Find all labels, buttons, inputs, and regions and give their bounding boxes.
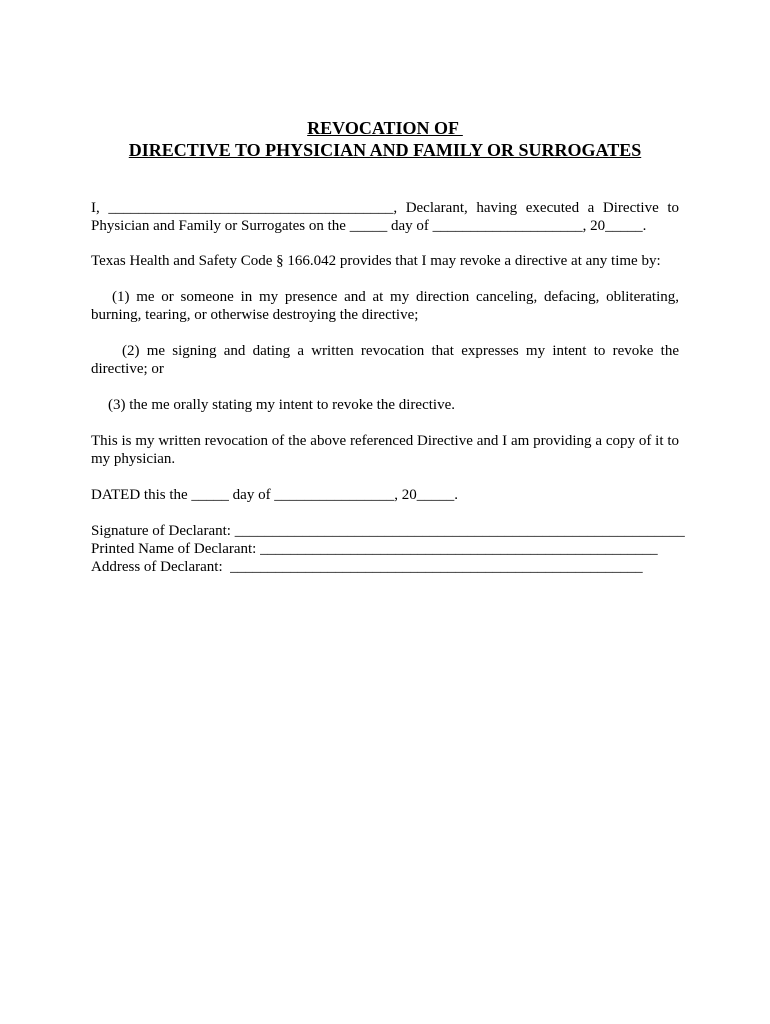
printed-name-line: Printed Name of Declarant: _____________________________________________________ xyxy=(91,541,658,557)
declarant-paragraph: I, ______________________________________, Declarant, having executed a Directive to Physician and Family or Surrogates on the _____ day of ____________________, 20_____. xyxy=(91,200,679,234)
title-line-2: DIRECTIVE TO PHYSICIAN AND FAMILY OR SURROGATES xyxy=(128,140,642,160)
signature-block xyxy=(91,522,685,576)
method-1-paragraph: (1) me or someone in my presence and at my direction canceling, defacing, obliterating, burning, tearing, or otherwise destroying the directive; xyxy=(91,289,679,323)
document-title xyxy=(91,117,679,161)
method-3-paragraph: (3) the me orally stating my intent to revoke the directive. xyxy=(108,397,455,413)
signature-line: Signature of Declarant: ____________________________________________________________ xyxy=(91,523,685,539)
document-page xyxy=(91,117,685,576)
revocation-statement: This is my written revocation of the above referenced Directive and I am providing a copy of it to my physician. xyxy=(91,433,679,467)
method-2-paragraph: (2) me signing and dating a written revocation that expresses my intent to revoke the directive; or xyxy=(91,343,679,377)
statute-paragraph: Texas Health and Safety Code § 166.042 provides that I may revoke a directive at any time by: xyxy=(91,253,661,269)
dated-line: DATED this the _____ day of ________________, 20_____. xyxy=(91,487,459,503)
address-line: Address of Declarant: _______________________________________________________ xyxy=(91,559,643,575)
title-line-1: REVOCATION OF xyxy=(307,118,463,138)
